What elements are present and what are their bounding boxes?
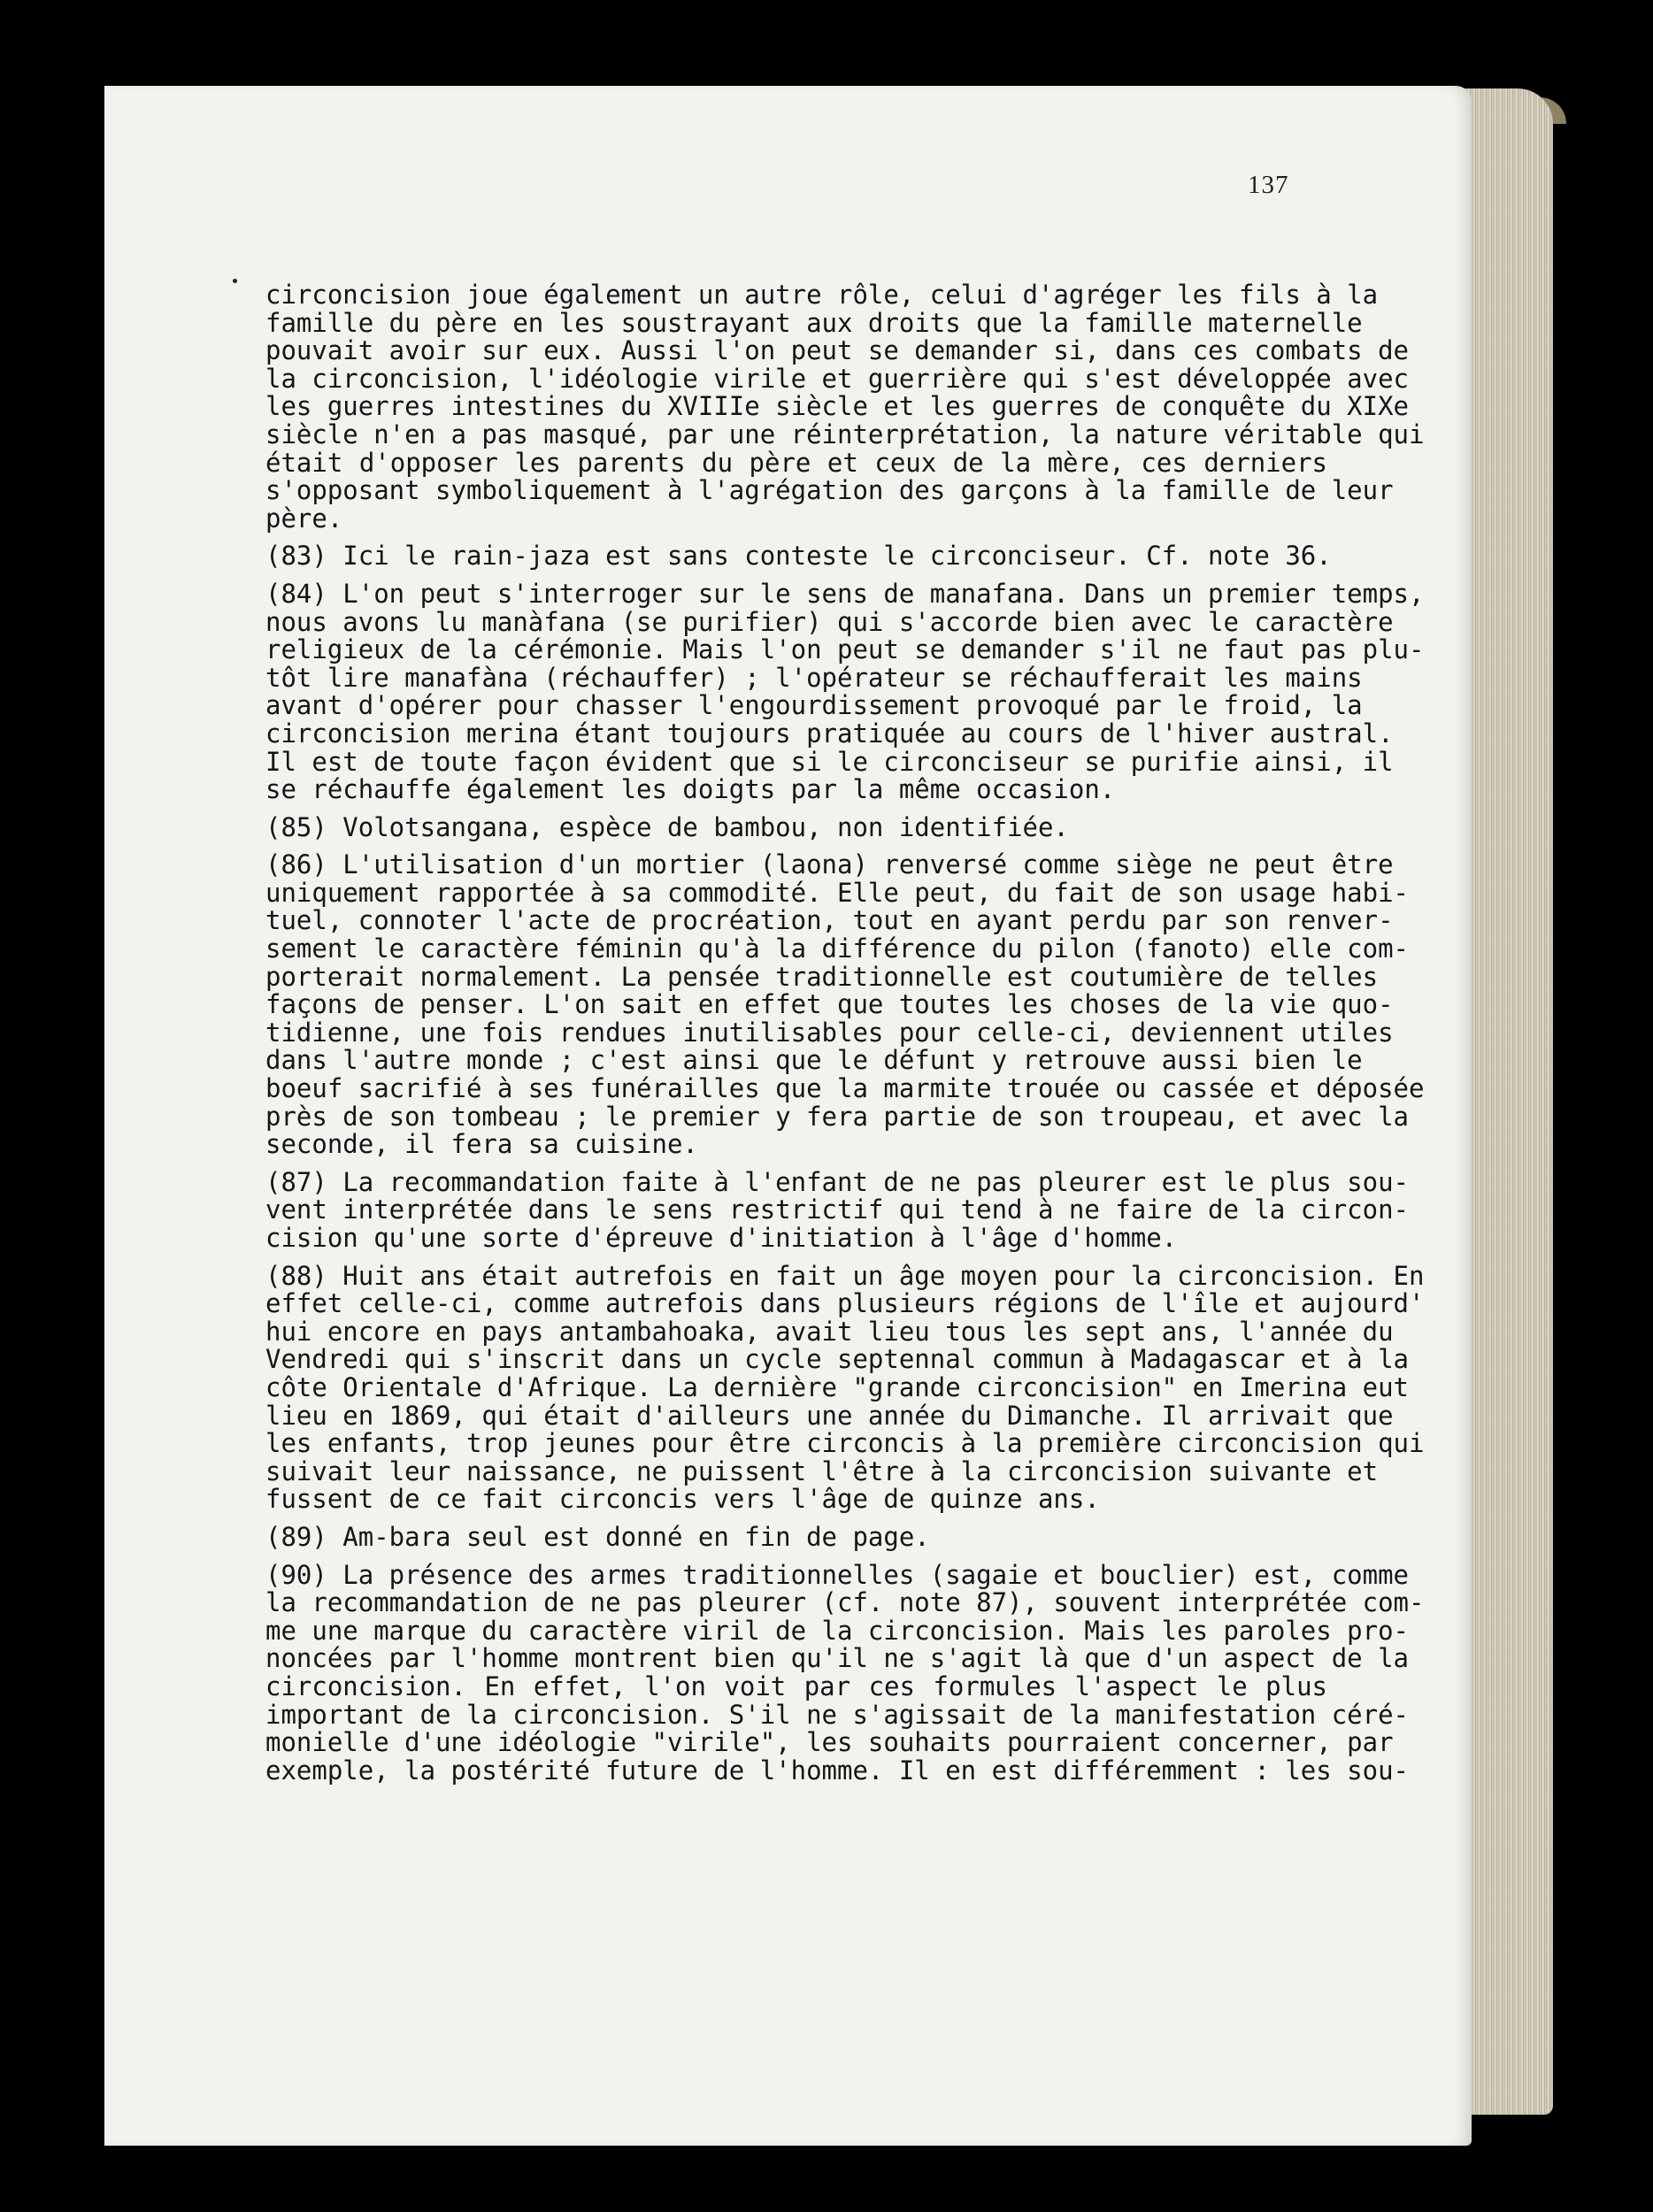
paragraph [265, 849, 1425, 1160]
text-line: lieu en 1869, qui était d'ailleurs une année du Dimanche. Il arrivait que [265, 1400, 1394, 1431]
text-line: circoncision merina étant toujours pratiquée au cours de l'hiver austral. [265, 718, 1394, 749]
text-line: religieux de la cérémonie. Mais l'on peut se demander s'il ne faut pas plu- [265, 634, 1425, 665]
text-line: (84) L'on peut s'interroger sur le sens de manafana. Dans un premier temps, [265, 578, 1425, 609]
text-line: façons de penser. L'on sait en effet que toutes les choses de la vie quo- [265, 989, 1394, 1020]
paragraph [265, 1260, 1425, 1515]
text-line: famille du père en les soustrayant aux droits que la famille maternelle [265, 307, 1363, 338]
text-line: les guerres intestines du XVIIIe siècle et les guerres de conquête du XIXe [265, 391, 1410, 422]
text-line: nous avons lu manàfana (se purifier) qui s'accorde bien avec le caractère [265, 606, 1394, 637]
text-line: les enfants, trop jeunes pour être circoncis à la première circoncision qui [265, 1428, 1425, 1459]
text-line: (90) La présence des armes traditionnelles (sagaie et bouclier) est, comme [265, 1559, 1410, 1590]
text-line: me une marque du caractère viril de la circoncision. Mais les paroles pro- [265, 1615, 1410, 1646]
text-line: sement le caractère féminin qu'à la différence du pilon (fanoto) elle com- [265, 933, 1410, 964]
text-line: père. [265, 503, 343, 534]
text-line: se réchauffe également les doigts par la même occasion. [265, 774, 1116, 805]
paragraph [265, 1521, 1327, 1552]
text-line: (89) Am-bara seul est donné en fin de page. [265, 1521, 930, 1552]
text-line: circoncision. En effet, l'on voit par ces formules l'aspect le plus [265, 1671, 1327, 1701]
text-line: vent interprétée dans le sens restrictif qui tend à ne faire de la circon- [265, 1194, 1410, 1225]
text-line: porterait normalement. La pensée traditionnelle est coutumière de telles [265, 961, 1379, 992]
paragraph [265, 1166, 1410, 1253]
text-line: seconde, il fera sa cuisine. [265, 1129, 698, 1160]
text-line: (85) Volotsangana, espèce de bambou, non identifiée. [265, 811, 1069, 842]
text-line: dans l'autre monde ; c'est ainsi que le défunt y retrouve aussi bien le [265, 1045, 1363, 1076]
text-line: boeuf sacrifié à ses funérailles que la marmite trouée ou cassée et déposée [265, 1073, 1425, 1104]
text-line: noncées par l'homme montrent bien qu'il ne s'agit là que d'un aspect de la [265, 1643, 1410, 1674]
text-line: siècle n'en a pas masqué, par une réinterprétation, la nature véritable qui [265, 419, 1425, 449]
text-line: (88) Huit ans était autrefois en fait un âge moyen pour la circoncision. En [265, 1260, 1425, 1291]
text-line: (87) La recommandation faite à l'enfant de ne pas pleurer est le plus sou- [265, 1166, 1410, 1197]
text-line: la circoncision, l'idéologie virile et guerrière qui s'est développée avec [265, 363, 1410, 394]
text-line: suivait leur naissance, ne puissent l'être à la circoncision suivante et [265, 1455, 1379, 1486]
text-line: uniquement rapportée à sa commodité. Elle peut, du fait de son usage habi- [265, 877, 1410, 908]
text-line: côte Orientale d'Afrique. La dernière "grande circoncision" en Imerina eut [265, 1371, 1410, 1402]
text-line: (86) L'utilisation d'un mortier (laona) renversé comme siège ne peut être [265, 849, 1394, 880]
text-line: circoncision joue également un autre rôle, celui d'agréger les fils à la [265, 280, 1379, 310]
text-line: pouvait avoir sur eux. Aussi l'on peut se demander si, dans ces combats de [265, 335, 1410, 366]
text-line: tidienne, une fois rendues inutilisables pour celle-ci, deviennent utiles [265, 1017, 1394, 1048]
text-line: important de la circoncision. S'il ne s'agissait de la manifestation céré- [265, 1699, 1410, 1730]
paragraph [265, 1559, 1425, 1786]
page-number: 137 [1248, 171, 1289, 199]
text-line: tôt lire manafàna (réchauffer) ; l'opérateur se réchaufferait les mains [265, 662, 1363, 693]
ink-speck [233, 279, 237, 283]
paragraph [265, 578, 1425, 805]
text-line: hui encore en pays antambahoaka, avait lieu tous les sept ans, l'année du [265, 1316, 1394, 1347]
paragraph [265, 541, 1332, 572]
text-line: avant d'opérer pour chasser l'engourdissement provoqué par le froid, la [265, 690, 1363, 721]
text-line: Vendredi qui s'inscrit dans un cycle septennal commun à Madagascar et à la [265, 1344, 1410, 1375]
paragraph [265, 280, 1425, 534]
text-line: près de son tombeau ; le premier y fera partie de son troupeau, et avec la [265, 1101, 1410, 1132]
text-line: effet celle-ci, comme autrefois dans plusieurs régions de l'île et aujourd' [265, 1288, 1425, 1319]
text-line: monielle d'une idéologie "virile", les souhaits pourraient concerner, par [265, 1727, 1394, 1758]
text-line: cision qu'une sorte d'épreuve d'initiation à l'âge d'homme. [265, 1223, 1178, 1253]
text-line: tuel, connoter l'acte de procréation, tout en ayant perdu par son renver- [265, 905, 1394, 936]
text-line: la recommandation de ne pas pleurer (cf. note 87), souvent interprétée com- [265, 1587, 1425, 1618]
text-line: s'opposant symboliquement à l'agrégation des garçons à la famille de leur [265, 475, 1394, 506]
body-text [265, 280, 1425, 1794]
text-line: fussent de ce fait circoncis vers l'âge de quinze ans. [265, 1484, 1100, 1515]
text-line: Il est de toute façon évident que si le circonciseur se purifie ainsi, il [265, 746, 1394, 777]
paragraph [265, 811, 1327, 842]
text-line: était d'opposer les parents du père et ceux de la mère, ces derniers [265, 447, 1327, 478]
text-line: exemple, la postérité future de l'homme. Il en est différemment : les sou- [265, 1755, 1410, 1786]
text-line: (83) Ici le rain-jaza est sans conteste le circonciseur. Cf. note 36. [265, 541, 1332, 572]
